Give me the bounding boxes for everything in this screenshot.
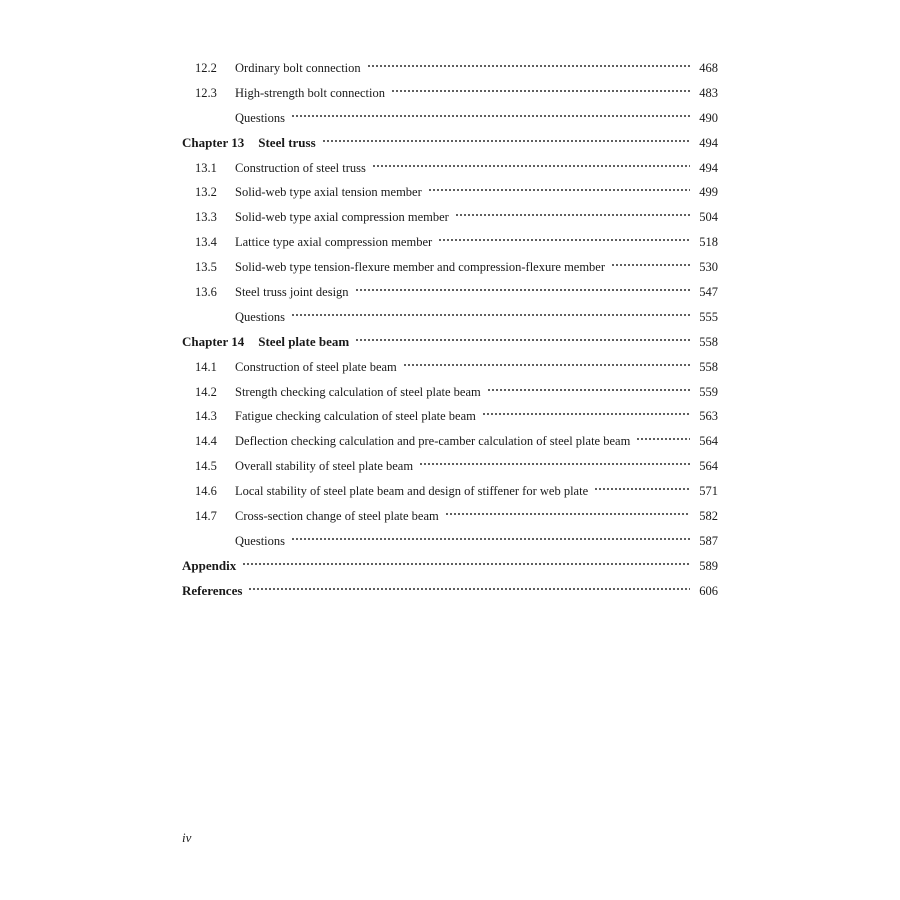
toc-entry-title: High-strength bolt connection [235, 85, 385, 100]
dot-leader [428, 187, 690, 193]
toc-entry-page-number: 589 [699, 558, 718, 573]
toc-chapter-entry[interactable] [182, 554, 718, 579]
toc-section-entry[interactable] [182, 106, 718, 131]
dot-leader [482, 411, 690, 417]
toc-entry-number: 14.4 [195, 434, 217, 449]
table-of-contents [182, 56, 718, 604]
toc-entry-title: Cross-section change of steel plate beam [235, 509, 439, 524]
toc-entry-page-number: 558 [699, 359, 718, 374]
toc-section-entry[interactable] [182, 380, 718, 405]
toc-entry-title: Solid-web type tension-flexure member and compression-flexure member [235, 260, 606, 275]
dot-leader [291, 113, 690, 119]
toc-entry-page-number: 490 [699, 110, 718, 125]
toc-entry-title: Fatigue checking calculation of steel plate beam [235, 409, 476, 424]
toc-section-entry[interactable] [182, 454, 718, 479]
toc-section-entry[interactable] [182, 56, 718, 81]
toc-entry-page-number: 494 [699, 160, 718, 175]
dot-leader [487, 387, 690, 393]
page-folio: iv [182, 830, 192, 845]
dot-leader [636, 436, 690, 442]
toc-entry-title: Solid-web type axial tension member [235, 185, 422, 200]
toc-entry-number: 13.5 [195, 260, 217, 275]
toc-chapter-entry[interactable] [182, 579, 718, 604]
toc-entry-number: 13.4 [195, 235, 217, 250]
toc-entry-number: 14.7 [195, 509, 217, 524]
dot-leader [419, 461, 690, 467]
toc-entry-number: 13.2 [195, 185, 217, 200]
toc-entry-title: Questions [235, 533, 285, 548]
toc-entry-page-number: 468 [699, 61, 718, 75]
toc-chapter-entry[interactable] [182, 330, 718, 355]
dot-leader [438, 237, 690, 243]
toc-section-entry[interactable] [182, 205, 718, 230]
toc-entry-page-number: 518 [699, 235, 718, 250]
dot-leader [367, 63, 690, 69]
toc-entry-page-number: 571 [699, 484, 718, 499]
dot-leader [445, 511, 690, 517]
toc-entry-page-number: 499 [699, 185, 718, 200]
dot-leader [322, 138, 690, 144]
dot-leader [242, 561, 690, 567]
toc-entry-title: Solid-web type axial compression member [235, 210, 449, 225]
toc-section-entry[interactable] [182, 355, 718, 380]
toc-section-entry[interactable] [182, 156, 718, 181]
toc-entry-page-number: 558 [699, 334, 718, 349]
toc-entry-page-number: 555 [699, 309, 718, 324]
toc-entry-title: Local stability of steel plate beam and design of stiffener for web plate [235, 484, 589, 499]
toc-entry-title: Overall stability of steel plate beam [235, 459, 414, 474]
dot-leader [455, 212, 690, 218]
dot-leader [291, 312, 690, 318]
dot-leader [594, 486, 690, 492]
toc-section-entry[interactable] [182, 479, 718, 504]
toc-section-entry[interactable] [182, 429, 718, 454]
toc-entry-title: Construction of steel truss [235, 160, 366, 175]
toc-entry-title: Lattice type axial compression member [235, 235, 433, 250]
toc-entry-number: 14.2 [195, 384, 217, 399]
toc-entry-title: References [182, 582, 243, 598]
toc-section-entry[interactable] [182, 280, 718, 305]
toc-entry-number: 14.5 [195, 459, 217, 474]
toc-section-entry[interactable] [182, 404, 718, 429]
toc-entry-title: Questions [235, 110, 285, 125]
toc-entry-title: Deflection checking calculation and pre-camber calculation of steel plate beam [235, 434, 631, 449]
toc-entry-page-number: 494 [699, 135, 718, 150]
toc-entry-number: Chapter 13 [182, 134, 245, 150]
toc-entry-page-number: 564 [699, 434, 718, 449]
toc-entry-page-number: 582 [699, 509, 718, 524]
toc-section-entry[interactable] [182, 180, 718, 205]
dot-leader [248, 586, 690, 592]
toc-entry-title: Steel truss [258, 134, 316, 150]
dot-leader [372, 163, 690, 169]
toc-entry-title: Steel truss joint design [235, 285, 349, 300]
toc-entry-page-number: 587 [699, 533, 718, 548]
toc-entry-page-number: 563 [699, 409, 718, 424]
dot-leader [391, 88, 690, 94]
toc-chapter-entry[interactable] [182, 131, 718, 156]
toc-entry-page-number: 483 [699, 85, 718, 100]
toc-entry-number: 13.6 [195, 285, 217, 300]
dot-leader [403, 362, 690, 368]
toc-entry-number: 14.6 [195, 484, 217, 499]
toc-entry-number: 13.1 [195, 160, 217, 175]
toc-section-entry[interactable] [182, 81, 718, 106]
toc-entry-page-number: 559 [699, 384, 718, 399]
toc-entry-page-number: 530 [699, 260, 718, 275]
toc-entry-title: Questions [235, 309, 285, 324]
toc-entry-page-number: 547 [699, 285, 718, 300]
toc-entry-number: 13.3 [195, 210, 217, 225]
toc-entry-number: 14.1 [195, 359, 217, 374]
toc-entry-title: Appendix [182, 557, 237, 573]
dot-leader [355, 337, 690, 343]
toc-entry-title: Steel plate beam [258, 333, 350, 349]
toc-section-entry[interactable] [182, 529, 718, 554]
toc-section-entry[interactable] [182, 255, 718, 280]
dot-leader [611, 262, 690, 268]
dot-leader [291, 536, 690, 542]
toc-entry-title: Construction of steel plate beam [235, 359, 397, 374]
toc-entry-number: 14.3 [195, 409, 217, 424]
toc-entry-page-number: 504 [699, 210, 718, 225]
toc-entry-title: Strength checking calculation of steel plate beam [235, 384, 481, 399]
toc-entry-page-number: 606 [699, 583, 718, 598]
toc-entry-page-number: 564 [699, 459, 718, 474]
toc-entry-title: Ordinary bolt connection [235, 61, 361, 75]
toc-section-entry[interactable] [182, 230, 718, 255]
dot-leader [355, 287, 690, 293]
toc-entry-number: 12.2 [195, 61, 217, 75]
toc-section-entry[interactable] [182, 305, 718, 330]
toc-entry-number: 12.3 [195, 85, 217, 100]
toc-entry-number: Chapter 14 [182, 333, 245, 349]
toc-section-entry[interactable] [182, 504, 718, 529]
